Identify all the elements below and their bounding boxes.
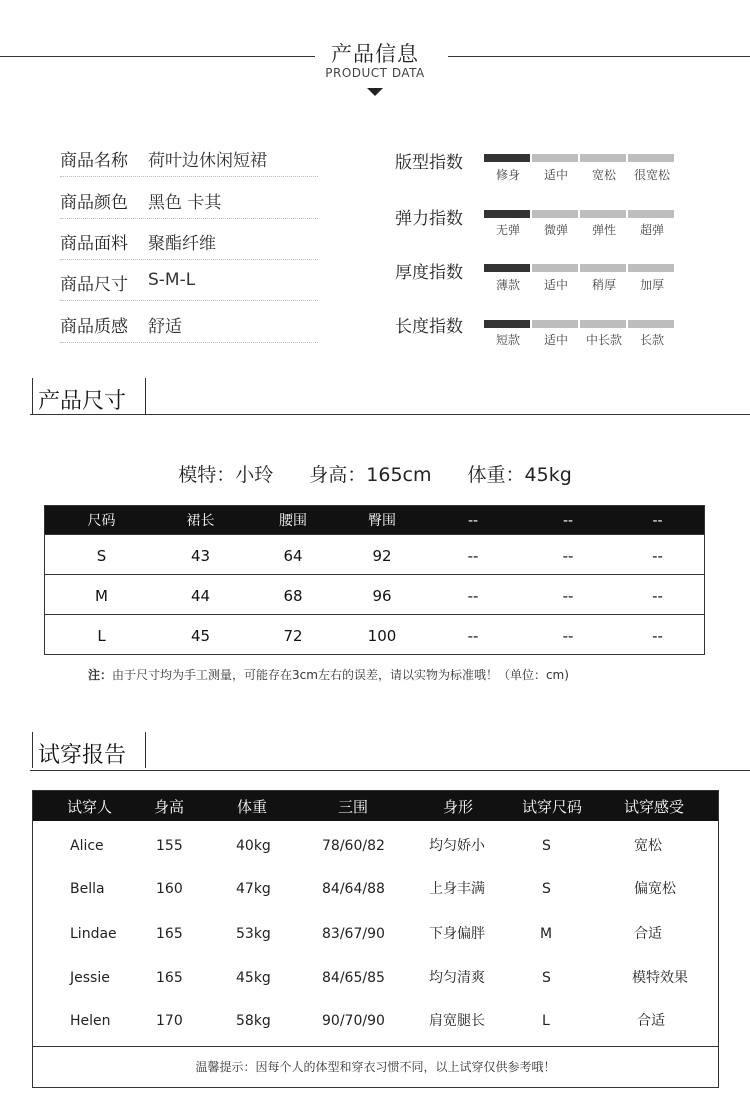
table-cell: -- [652, 587, 663, 605]
index-segment [580, 154, 626, 162]
index-bar-stretch [484, 210, 677, 218]
table-cell: 肩宽腿长 [429, 1013, 485, 1029]
header-cell: 腰围 [279, 513, 307, 529]
table-cell: -- [467, 627, 479, 645]
tryon-table-header [33, 791, 718, 821]
index-segment [580, 264, 626, 272]
index-option: 适中 [543, 278, 568, 292]
table-cell: 84/64/88 [322, 881, 385, 897]
section-divider [30, 770, 750, 771]
index-label-stretch: 弹力指数 [395, 209, 463, 229]
table-cell: S [96, 547, 107, 565]
caret-down-icon [367, 88, 383, 96]
table-row [33, 826, 718, 866]
header-cell: 试穿感受 [624, 798, 685, 816]
table-cell: 合适 [634, 926, 662, 942]
size-table-header [45, 506, 704, 534]
info-row-fabric [60, 219, 318, 260]
table-cell: 100 [367, 627, 397, 645]
index-segment [532, 154, 578, 162]
header-cell: -- [562, 513, 574, 529]
tester-name: Alice [70, 838, 104, 854]
tester-name: Helen [70, 1013, 111, 1029]
table-cell: 模特效果 [632, 970, 688, 986]
table-cell: 53kg [236, 926, 271, 942]
header-cell: 试穿人 [67, 798, 113, 816]
info-key: 商品质感 [60, 317, 128, 337]
index-option: 适中 [543, 168, 568, 182]
table-cell: 上身丰满 [429, 881, 485, 897]
index-segment [532, 210, 578, 218]
table-cell: L [542, 1013, 550, 1029]
index-option: 中长款 [585, 333, 622, 347]
index-options-stretch [484, 221, 677, 238]
note-prefix: 注： [88, 668, 113, 682]
section-title-tryon: 试穿报告 [38, 743, 127, 768]
table-cell: S [542, 881, 551, 897]
index-segment [484, 154, 530, 162]
index-option: 长款 [639, 333, 664, 347]
index-options-fit [484, 166, 677, 183]
table-cell: 72 [283, 627, 303, 645]
table-cell: 68 [283, 587, 303, 605]
table-row [45, 534, 704, 574]
header-cell: 身高 [154, 798, 185, 816]
model-info [0, 460, 750, 487]
index-segment [532, 264, 578, 272]
index-option: 适中 [543, 333, 568, 347]
table-row [33, 869, 718, 909]
section-divider [30, 414, 750, 415]
table-cell: 45kg [236, 970, 271, 986]
index-bar-fit [484, 154, 677, 162]
table-cell: 160 [156, 881, 183, 897]
index-segment [484, 210, 530, 218]
table-cell: 90/70/90 [322, 1013, 385, 1029]
header-cell: 试穿尺码 [522, 798, 583, 816]
table-cell: 偏宽松 [634, 881, 676, 897]
table-cell: 43 [190, 547, 211, 565]
index-option: 加厚 [639, 278, 664, 292]
info-key: 商品尺寸 [60, 275, 128, 295]
index-segment [484, 264, 530, 272]
index-segment [484, 320, 530, 328]
table-cell: -- [652, 547, 663, 565]
index-option: 弹性 [591, 223, 616, 237]
table-cell: -- [562, 627, 574, 645]
info-row-color [60, 178, 318, 219]
table-cell: S [542, 838, 551, 854]
info-row-texture [60, 302, 318, 343]
index-options-length [484, 331, 677, 348]
index-option: 稍厚 [591, 278, 616, 292]
section-title-product-info: 产品信息 [331, 42, 419, 66]
table-cell: 155 [156, 838, 183, 854]
info-value: 荷叶边休闲短裙 [148, 151, 267, 171]
tryon-table [32, 790, 719, 1088]
table-cell: L [97, 627, 106, 645]
table-cell: S [542, 970, 551, 986]
index-bar-thickness [484, 264, 677, 272]
tester-name: Lindae [70, 926, 117, 942]
info-key: 商品名称 [60, 151, 128, 171]
index-segment [628, 320, 674, 328]
header-cell: 尺码 [87, 513, 116, 529]
table-cell: -- [562, 587, 574, 605]
size-note [88, 666, 569, 683]
header-cell: 体重 [237, 798, 268, 816]
tester-name: Jessie [70, 970, 110, 986]
index-segment [628, 154, 674, 162]
index-option: 短款 [495, 333, 520, 347]
table-cell: 96 [372, 587, 392, 605]
table-row [45, 614, 704, 654]
index-segment [628, 264, 674, 272]
index-bar-length [484, 320, 677, 328]
table-cell: 165 [156, 926, 183, 942]
header-cell: -- [467, 513, 479, 529]
table-cell: -- [467, 547, 479, 565]
table-row [33, 958, 718, 998]
table-cell: 47kg [236, 881, 271, 897]
table-cell: 165 [156, 970, 183, 986]
table-cell: 44 [190, 587, 211, 605]
table-cell: -- [652, 627, 663, 645]
table-row [33, 1001, 718, 1041]
info-value: 黑色 卡其 [148, 193, 222, 213]
index-label-thickness: 厚度指数 [395, 263, 463, 283]
model-name: 模特：小玲 [178, 464, 274, 486]
table-cell: -- [562, 547, 574, 565]
table-cell: 64 [283, 547, 303, 565]
table-cell: 宽松 [634, 838, 662, 854]
header-cell: 身形 [443, 798, 474, 816]
info-key: 商品面料 [60, 234, 128, 254]
model-weight: 体重：45kg [467, 464, 572, 486]
header-cell: 裙长 [186, 513, 215, 529]
index-label-fit: 版型指数 [395, 153, 463, 173]
info-key: 商品颜色 [60, 193, 128, 213]
table-cell: 均匀娇小 [429, 838, 485, 854]
table-cell: 84/65/85 [322, 970, 385, 986]
header-cell: 臀围 [368, 513, 396, 529]
index-option: 薄款 [495, 278, 520, 292]
table-cell: 170 [156, 1013, 183, 1029]
section-subtitle: PRODUCT DATA [325, 66, 425, 80]
index-option: 修身 [495, 168, 520, 182]
index-option: 很宽松 [633, 168, 670, 182]
info-value: 聚酯纤维 [148, 234, 216, 254]
header-cell: 三围 [338, 798, 369, 816]
index-segment [628, 210, 674, 218]
table-cell: -- [467, 587, 479, 605]
model-height: 身高：165cm [309, 464, 432, 486]
index-segment [580, 320, 626, 328]
index-option: 超弹 [639, 223, 664, 237]
index-option: 无弹 [495, 223, 520, 237]
table-cell: M [540, 926, 553, 942]
table-row [33, 914, 718, 954]
table-cell: 45 [190, 627, 211, 645]
table-cell: 58kg [236, 1013, 271, 1029]
table-cell: 40kg [236, 838, 271, 854]
index-label-length: 长度指数 [395, 317, 463, 337]
table-cell: 92 [372, 547, 392, 565]
tester-name: Bella [70, 881, 105, 897]
table-cell: 下身偏胖 [429, 926, 485, 942]
table-cell: 合适 [637, 1013, 665, 1029]
info-row-name [60, 136, 318, 177]
table-cell: 均匀清爽 [429, 970, 485, 986]
index-option: 微弹 [543, 223, 568, 237]
tryon-footer-tip: 温馨提示：因每个人的体型和穿衣习惯不同，以上试穿仅供参考哦！ [33, 1046, 718, 1087]
info-value: S-M-L [148, 270, 196, 290]
index-segment [580, 210, 626, 218]
table-cell: M [95, 587, 108, 605]
section-title-size: 产品尺寸 [38, 389, 127, 414]
size-table [44, 505, 705, 655]
index-options-thickness [484, 276, 677, 293]
info-value: 舒适 [148, 317, 182, 337]
table-cell: 78/60/82 [322, 838, 385, 854]
info-row-size [60, 260, 318, 301]
table-row [45, 574, 704, 614]
note-text: 由于尺寸均为手工测量，可能存在3cm左右的误差，请以实物为标准哦！（单位：cm) [112, 668, 569, 682]
table-cell: 83/67/90 [322, 926, 385, 942]
index-segment [532, 320, 578, 328]
index-option: 宽松 [591, 168, 616, 182]
header-cell: -- [652, 513, 663, 529]
